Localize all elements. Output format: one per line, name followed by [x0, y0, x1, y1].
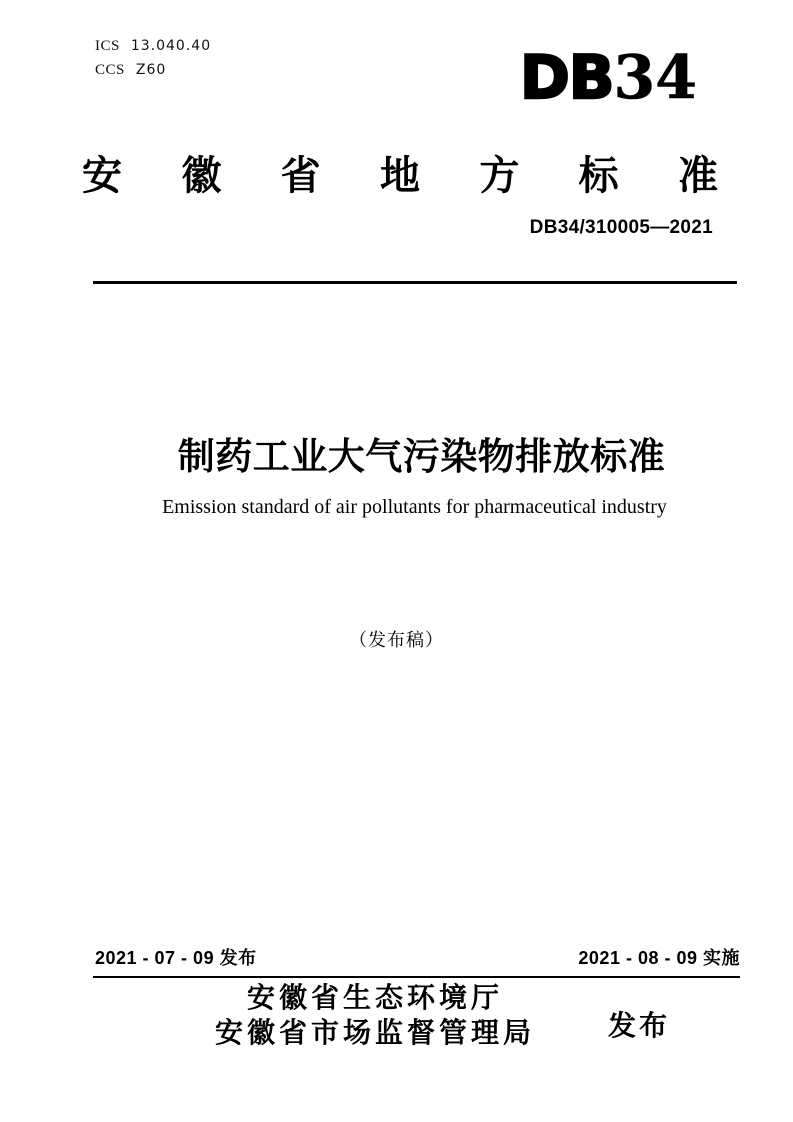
footer-rule [93, 976, 740, 978]
draft-note: （发布稿） [349, 630, 444, 650]
issuer-line: 安徽省生态环境厅 [246, 982, 503, 1013]
logo-number: 34 [613, 43, 698, 113]
type-char: 标 [578, 154, 619, 198]
document-title-en: Emission standard of air pollutants for pharmaceutical industry [162, 496, 667, 518]
ics-value: 13.040.40 [130, 38, 212, 54]
ccs-line [95, 58, 211, 82]
classification-codes [95, 34, 211, 82]
type-char: 准 [677, 154, 718, 198]
type-char: 徽 [181, 154, 222, 198]
publish-label: 发布 [608, 1010, 671, 1041]
header-rule [93, 281, 737, 284]
ccs-value: Z60 [135, 62, 167, 78]
type-char: 方 [479, 154, 520, 198]
standard-type-title [82, 144, 718, 201]
issue-date: 2021 - 07 - 09 发布 [95, 948, 257, 968]
type-char: 省 [280, 154, 321, 198]
standard-number: DB34/310005—2021 [529, 217, 713, 238]
ics-label: ICS [95, 38, 120, 54]
type-char: 安 [82, 154, 122, 198]
db34-logo [520, 43, 698, 113]
issuer-line: 安徽省市场监督管理局 [214, 1017, 535, 1048]
issuer-block [95, 980, 655, 1050]
implement-date: 2021 - 08 - 09 实施 [578, 948, 740, 968]
logo-db-letters: DB [520, 43, 614, 113]
type-char: 地 [379, 154, 420, 198]
document-title-cn: 制药工业大气污染物排放标准 [177, 436, 666, 477]
ccs-label: CCS [95, 62, 125, 78]
ics-line [95, 34, 211, 58]
